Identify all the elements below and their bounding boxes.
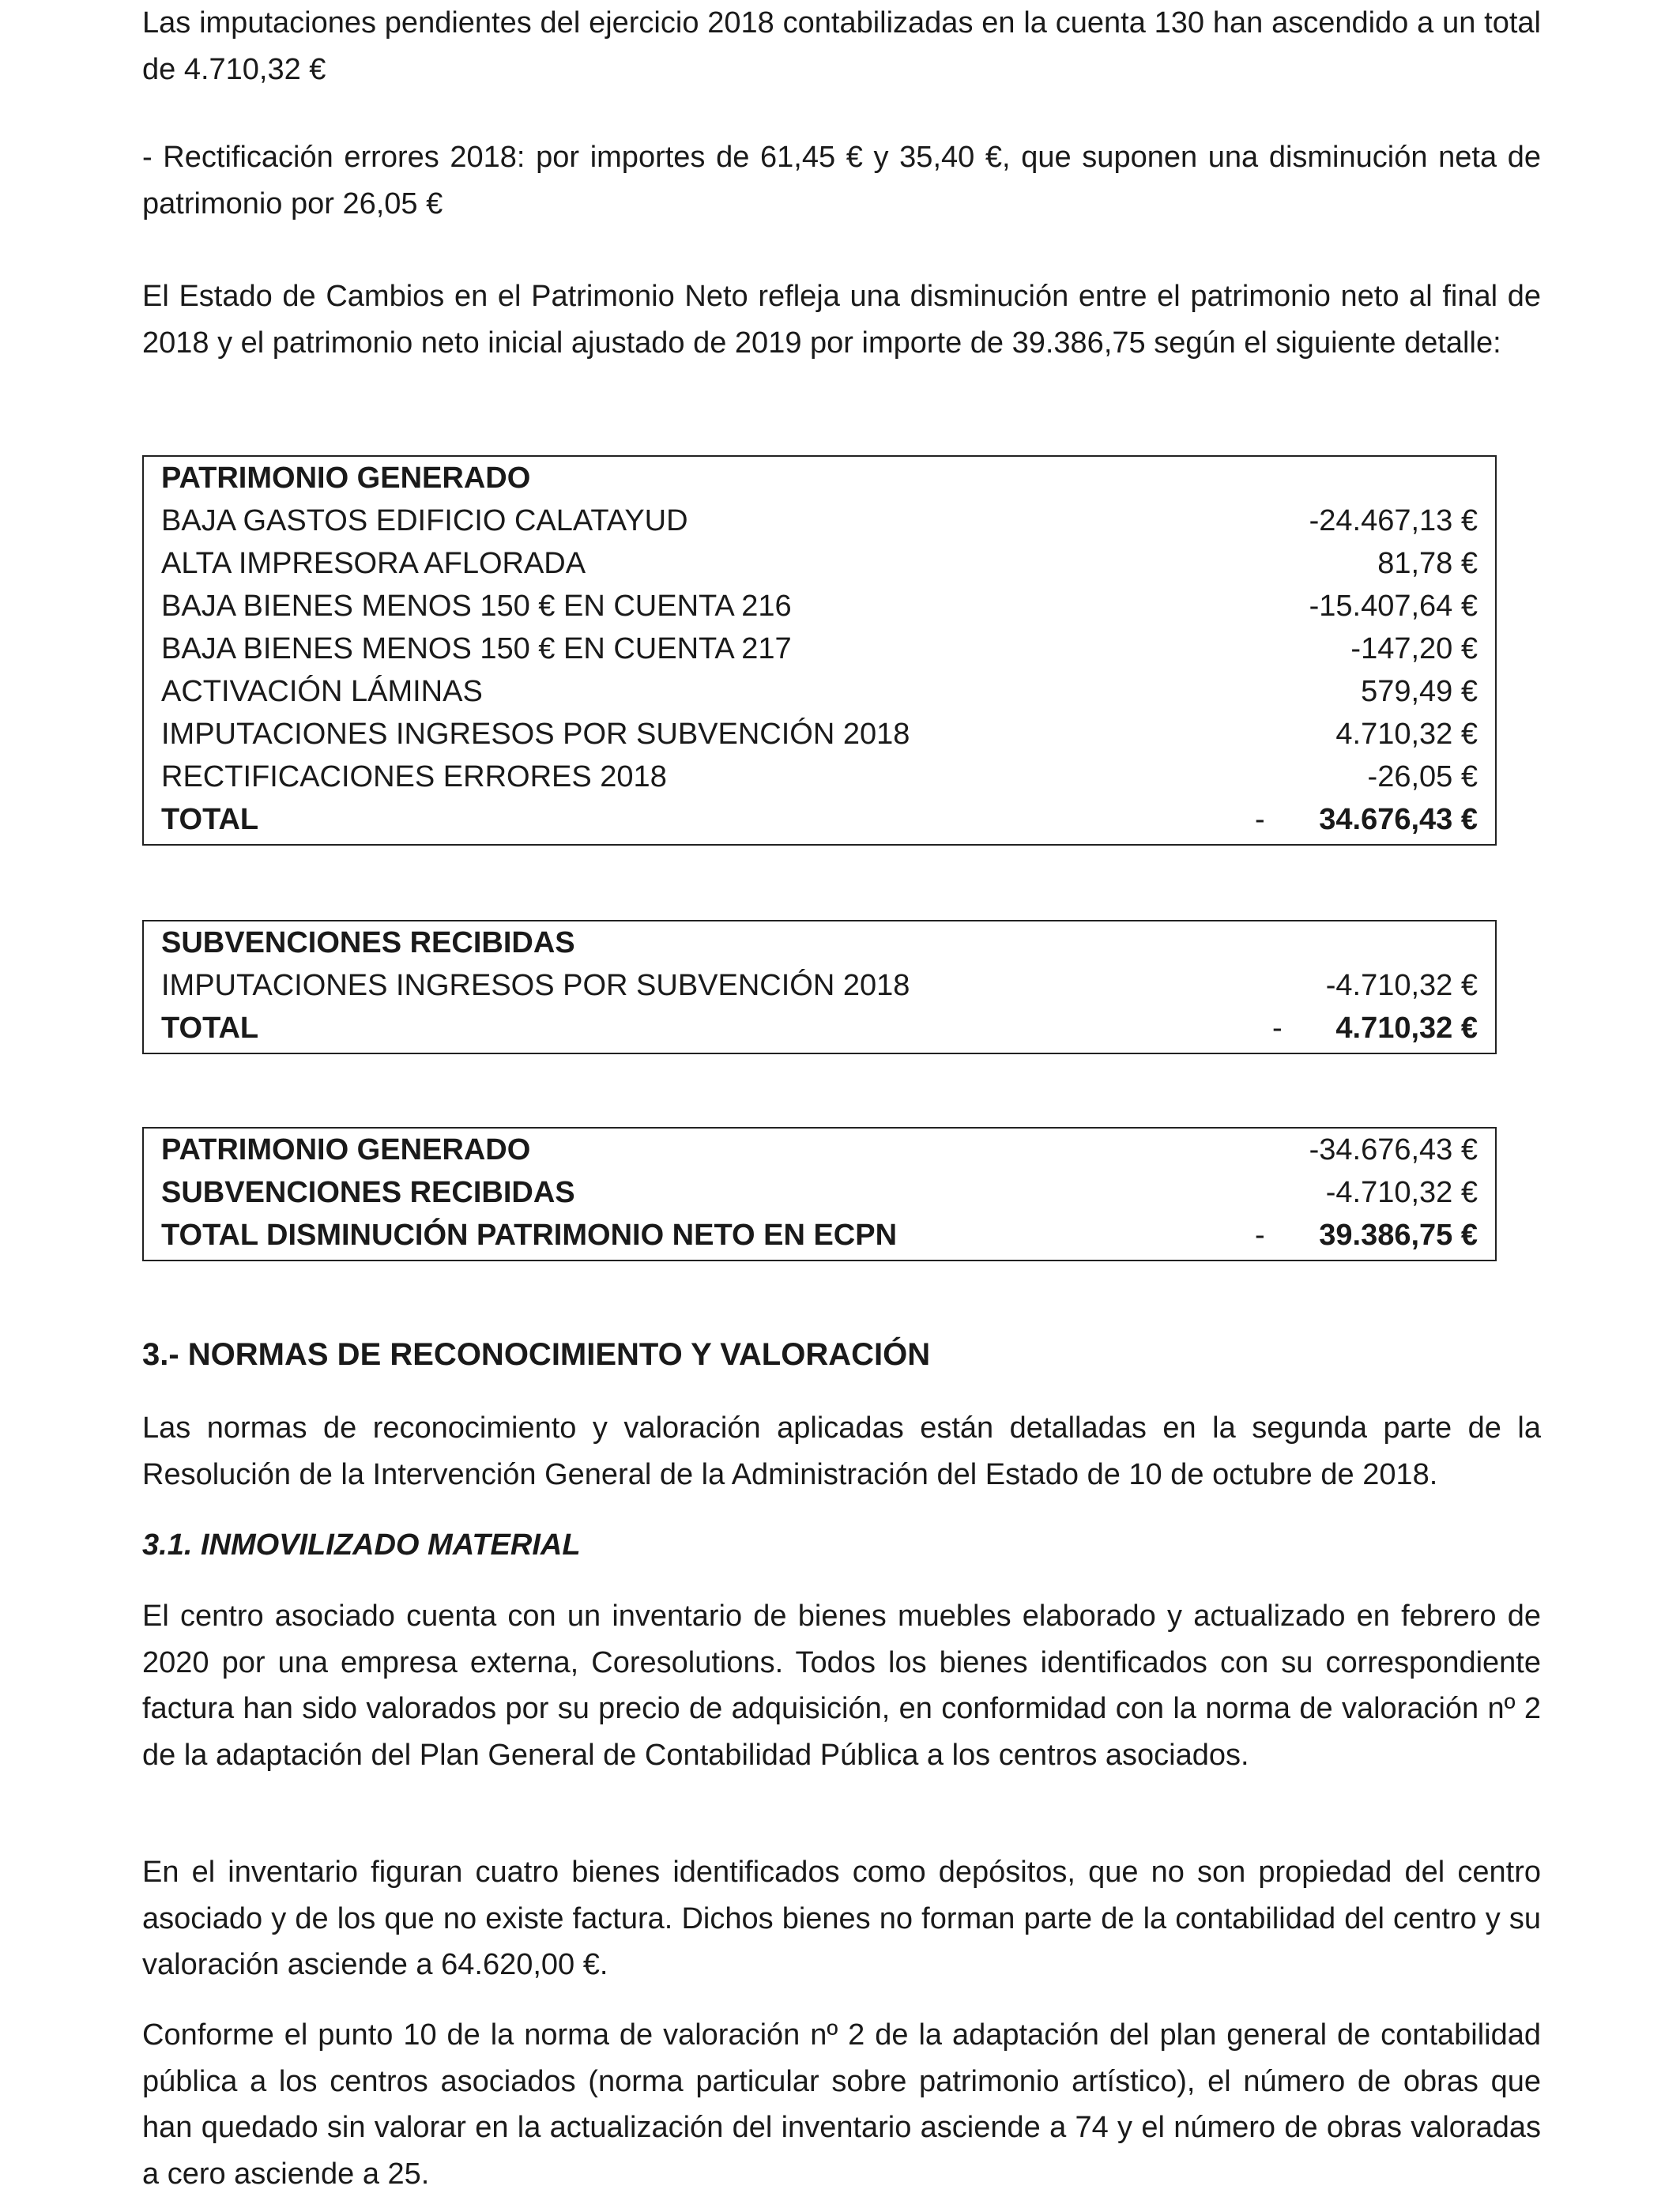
table-row: [144, 627, 1495, 670]
row-value: -24.467,13 €: [1309, 504, 1478, 537]
table-row: [144, 585, 1495, 627]
total-sign: -: [1272, 1012, 1283, 1045]
table-row: [144, 964, 1495, 1007]
total-value: 39.386,75 €: [1319, 1219, 1478, 1252]
table-row: [144, 542, 1495, 585]
table-row: [144, 713, 1495, 756]
row-value: -4.710,32 €: [1325, 1176, 1478, 1209]
section-paragraph-3: En el inventario figuran cuatro bienes identificados como depósitos, que no son propiedad del centro asociado y de los que no existe factura. Dichos bienes no forman parte de la contabilidad del centro y su valoración asciende a 64.620,00 €.: [142, 1856, 1541, 1981]
total-label: TOTAL: [161, 1012, 259, 1045]
total-value: 4.710,32 €: [1335, 1012, 1478, 1045]
section-paragraph-4: Conforme el punto 10 de la norma de valoración nº 2 de la adaptación del plan general de contabilidad pública a los centros asociados (norma particular sobre patrimonio artístico), el número de obras que han quedado sin valorar en la actualización del inventario asciende a 74 y el número de obras valoradas a cero asciende a 25.: [142, 2018, 1541, 2191]
table-row: [144, 499, 1495, 542]
row-label: ALTA IMPRESORA AFLORADA: [161, 547, 586, 580]
table-heading-label: PATRIMONIO GENERADO: [161, 462, 531, 495]
row-value: -4.710,32 €: [1325, 969, 1478, 1002]
table-row: [144, 1129, 1495, 1171]
row-label: BAJA BIENES MENOS 150 € EN CUENTA 216: [161, 590, 792, 623]
table-total-row: [144, 1007, 1495, 1050]
table-total-row: [144, 798, 1495, 841]
table-subvenciones-recibidas: [142, 920, 1497, 1054]
row-label: BAJA GASTOS EDIFICIO CALATAYUD: [161, 504, 688, 537]
row-value: 81,78 €: [1377, 547, 1478, 580]
table-heading: [144, 921, 1495, 964]
total-value: 34.676,43 €: [1319, 803, 1478, 836]
row-label: BAJA BIENES MENOS 150 € EN CUENTA 217: [161, 632, 792, 665]
intro-paragraph-2: - Rectificación errores 2018: por importes de 61,45 € y 35,40 €, que suponen una disminución neta de patrimonio por 26,05 €: [142, 141, 1541, 220]
intro-paragraph-3: El Estado de Cambios en el Patrimonio Neto refleja una disminución entre el patrimonio neto al final de 2018 y el patrimonio neto inicial ajustado de 2019 por importe de 39.386,75 según el siguiente detalle:: [142, 280, 1541, 360]
row-value: -15.407,64 €: [1309, 590, 1478, 623]
row-label: IMPUTACIONES INGRESOS POR SUBVENCIÓN 2018: [161, 718, 910, 751]
row-label: ACTIVACIÓN LÁMINAS: [161, 675, 483, 708]
row-label: SUBVENCIONES RECIBIDAS: [161, 1176, 575, 1209]
table-row: [144, 1171, 1495, 1214]
row-value: 4.710,32 €: [1335, 718, 1478, 751]
table-row: [144, 756, 1495, 798]
row-label: PATRIMONIO GENERADO: [161, 1133, 531, 1166]
row-label: RECTIFICACIONES ERRORES 2018: [161, 760, 667, 793]
section-paragraph-2: El centro asociado cuenta con un inventario de bienes muebles elaborado y actualizado en febrero de 2020 por una empresa externa, Coresolutions. Todos los bienes identificados con su correspondiente factura han sido valorados por su precio de adquisición, en conformidad con la norma de valoración nº 2 de la adaptación del Plan General de Contabilidad Pública a los centros asociados.: [142, 1600, 1541, 1772]
section-title: 3.- NORMAS DE RECONOCIMIENTO Y VALORACIÓN: [142, 1337, 931, 1372]
total-label: TOTAL DISMINUCIÓN PATRIMONIO NETO EN ECPN: [161, 1219, 898, 1252]
table-heading-label: SUBVENCIONES RECIBIDAS: [161, 926, 575, 959]
table-row: [144, 670, 1495, 713]
row-value: -147,20 €: [1350, 632, 1478, 665]
intro-paragraph-1: Las imputaciones pendientes del ejercicio 2018 contabilizadas en la cuenta 130 han ascendido a un total de 4.710,32 €: [142, 6, 1541, 86]
section-paragraph-1: Las normas de reconocimiento y valoración aplicadas están detalladas en la segunda parte de la Resolución de la Intervención General de la Administración del Estado de 10 de octubre de 2018.: [142, 1411, 1541, 1491]
row-value: -26,05 €: [1367, 760, 1478, 793]
row-value: 579,49 €: [1361, 675, 1478, 708]
row-value: -34.676,43 €: [1309, 1133, 1478, 1166]
total-sign: -: [1255, 803, 1265, 836]
table-total-row: [144, 1214, 1495, 1257]
table-total-disminucion: [142, 1127, 1497, 1261]
total-sign: -: [1255, 1219, 1265, 1252]
total-label: TOTAL: [161, 803, 259, 836]
subsection-title: 3.1. INMOVILIZADO MATERIAL: [142, 1528, 581, 1562]
row-label: IMPUTACIONES INGRESOS POR SUBVENCIÓN 2018: [161, 969, 910, 1002]
table-heading: [144, 457, 1495, 499]
table-patrimonio-generado: [142, 455, 1497, 846]
